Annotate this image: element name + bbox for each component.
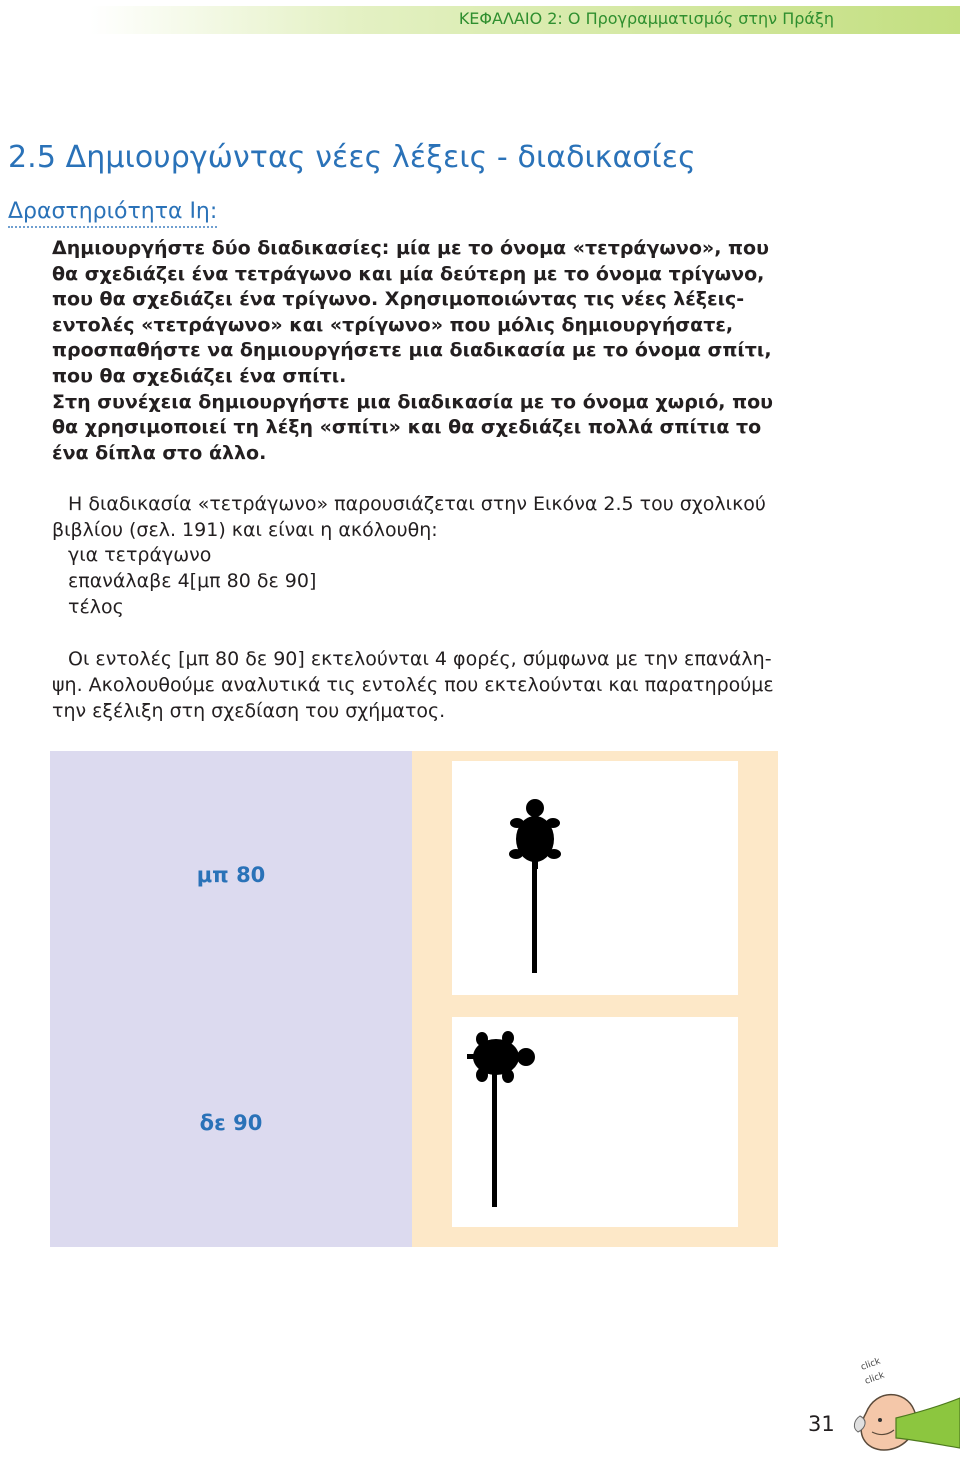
- turtle-icon: [467, 1031, 535, 1083]
- turtle-steps-figure: [50, 751, 778, 1247]
- explanation-line: ψη. Ακολουθούμε αναλυτικά τις εντολές που εκτελούνται και παρατηρούμε: [52, 674, 774, 696]
- turtle-forward-drawing: [452, 761, 738, 995]
- svg-text:click: click: [863, 1370, 886, 1387]
- task-line: θα χρησιμοποιεί τη λέξη «σπίτι» και θα σχεδιάζει πολλά σπίτια το: [52, 416, 762, 438]
- command-cell: [50, 751, 412, 1000]
- command-label: δε 90: [199, 1111, 263, 1135]
- section-title: 2.5 Δημιουργώντας νέες λέξεις - διαδικασίες: [8, 140, 696, 175]
- code-line: επανάλαβε 4[μπ 80 δε 90]: [68, 570, 317, 592]
- task-line: προσπαθήστε να δημιουργήσετε μια διαδικασία με το όνομα σπίτι,: [52, 339, 772, 361]
- chapter-header: ΚΕΦΑΛΑΙΟ 2: Ο Προγραμματισμός στην Πράξη: [458, 9, 834, 28]
- code-line: τέλος: [68, 596, 124, 618]
- code-line: για τετράγωνο: [68, 544, 212, 566]
- activity-label: Δραστηριότητα Ιη:: [8, 199, 217, 228]
- intro-line: βιβλίου (σελ. 191) και είναι η ακόλουθη:: [52, 519, 438, 541]
- command-cell: [50, 999, 412, 1247]
- turtle-canvas: [452, 1017, 738, 1227]
- svg-text:click: click: [859, 1358, 882, 1373]
- task-line: που θα σχεδιάζει ένα τρίγωνο. Χρησιμοποιώντας τις νέες λέξεις-: [52, 288, 745, 310]
- drawn-line: [532, 861, 537, 973]
- intro-line: Η διαδικασία «τετράγωνο» παρουσιάζεται στην Εικόνα 2.5 του σχολικού: [68, 493, 766, 515]
- page-number: 31: [808, 1412, 835, 1436]
- explanation-line: την εξέλιξη στη σχεδίαση του σχήματος.: [52, 700, 446, 722]
- mouse-mascot-icon: [836, 1358, 960, 1460]
- drawn-line: [492, 1073, 497, 1207]
- task-line: εντολές «τετράγωνο» και «τρίγωνο» που μόλις δημιουργήσατε,: [52, 314, 734, 336]
- task-line: ένα δίπλα στο άλλο.: [52, 442, 267, 464]
- task-line: που θα σχεδιάζει ένα σπίτι.: [52, 365, 347, 387]
- task-line: Δημιουργήστε δύο διαδικασίες: μία με το όνομα «τετράγωνο», που: [52, 237, 769, 259]
- explanation-line: Οι εντολές [μπ 80 δε 90] εκτελούνται 4 φορές, σύμφωνα με την επανάλη-: [68, 648, 772, 670]
- turtle-icon: [509, 799, 561, 869]
- command-label: μπ 80: [196, 863, 266, 887]
- task-line: Στη συνέχεια δημιουργήστε μια διαδικασία με το όνομα χωριό, που: [52, 391, 773, 413]
- turtle-canvas: [452, 761, 738, 995]
- turtle-turn-drawing: [452, 1017, 738, 1227]
- task-line: θα σχεδιάζει ένα τετράγωνο και μία δεύτερη με το όνομα τρίγωνο,: [52, 263, 765, 285]
